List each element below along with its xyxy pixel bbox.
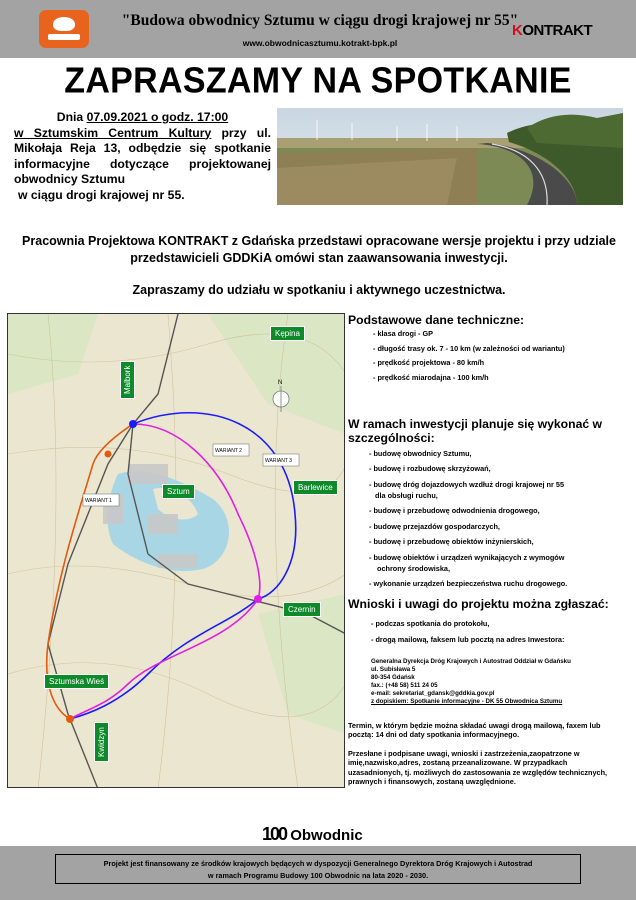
map-label-sztumska-wies: Sztumska Wieś (44, 674, 109, 689)
route-map (7, 313, 345, 788)
remarks-list (371, 619, 633, 644)
svg-text:WARIANT 1: WARIANT 1 (85, 498, 112, 504)
list-item: - budowę i przebudowę odwodnienia drogowego, (369, 506, 540, 515)
announcement-paragraph: Pracownia Projektowa KONTRAKT z Gdańska przedstawi opracowane wersje projektu i przy udziale przedstawicieli GDDKiA omówi stan zaawansowania inwestycji. (22, 234, 616, 265)
tech-heading: Podstawowe dane techniczne: (348, 313, 525, 327)
deadline-note: Termin, w którym będzie można składać uwagi drogą mailową, faxem lub pocztą: 14 dni od daty spotkania informacyjnego. (348, 721, 601, 740)
list-item: dla obsługi ruchu, (375, 490, 438, 500)
list-item: - budowę dróg dojazdowych wzdłuż drogi krajowej nr 55 (369, 479, 565, 489)
map-label-kepina: Kępina (270, 326, 305, 341)
scope-list (369, 449, 633, 589)
scope-heading: W ramach inwestycji planuje się wykonać w szczególności: (348, 416, 602, 445)
map-label-malbork: Malbork (120, 361, 135, 399)
list-item: - budowę obiektów i urządzeń wynikających z wymogów (369, 552, 565, 562)
list-item: - klasa drogi - GP (373, 329, 434, 338)
meeting-date: 07.09.2021 o godz. 17:00 (86, 110, 229, 124)
compass-north: N (278, 380, 283, 386)
list-item: - budowę przejazdów gospodarczych, (369, 521, 500, 531)
website-url[interactable]: www.obwodnicasztumu.kotrakt-bpk.pl (242, 38, 398, 48)
main-title: ZAPRASZAMY NA SPOTKANIE (64, 61, 572, 101)
road-photo (277, 108, 623, 205)
list-item: - długość trasy ok. 7 - 10 km (w zależności od wariantu) (373, 343, 565, 353)
footer-band (0, 846, 636, 900)
project-title: "Budowa obwodnicy Sztumu w ciągu drogi krajowej nr 55" (121, 12, 519, 29)
list-item: - budowę i rozbudowę skrzyżowań, (369, 464, 491, 473)
map-label-sztum: Sztum (162, 484, 195, 499)
info-column (348, 313, 633, 786)
map-label-kwidzyn: Kwidzyn (94, 722, 109, 762)
svg-text:WARIANT 2: WARIANT 2 (215, 448, 242, 454)
tech-list (373, 329, 633, 382)
header-band (0, 0, 636, 58)
investor-email[interactable]: e-mail: sekretariat_gdansk@gddkia.gov.pl (371, 690, 495, 697)
list-item: - prędkość projektowa - 80 km/h (373, 358, 485, 367)
list-item: - drogą mailową, faksem lub pocztą na adres Inwestora: (371, 635, 565, 644)
list-item: - prędkość miarodajna - 100 km/h (373, 372, 489, 382)
map-label-czernin: Czernin (283, 602, 321, 617)
bird-icon (53, 17, 75, 31)
list-item: - budowę i przebudowę obiektów inżynierskich, (369, 537, 534, 546)
list-item: - budowę obwodnicy Sztumu, (369, 448, 472, 458)
list-item: ochrony środowiska, (377, 563, 450, 573)
svg-text:WARIANT 3: WARIANT 3 (265, 458, 292, 464)
list-item: - podczas spotkania do protokołu, (371, 619, 490, 628)
invitation-line: Zapraszamy do udziału w spotkaniu i aktywnego uczestnictwa. (132, 283, 506, 297)
processing-note: Przesłane i podpisane uwagi, wnioski i zastrzeżenia,zaopatrzone w imię,nazwisko,adres, zostaną przeanalizowane. W przypadkach uzasadnionych, tj. możliwych do zastosowania ze względów technicznych, prawnych i finansowych, zostaną uwzględnione. (348, 748, 608, 787)
investor-address: Generalna Dyrekcja Dróg Krajowych i Autostrad Oddział w Gdańsku ul. Subisława 5 80-354 Gdańsk fax.: (+48 58) 511 24 05 e-mail: sekretariat_gdansk@gddkia.gov.pl z dopiskiem: Spotkanie informacyjne - DK 55 Obwodnica Sztumu (371, 658, 633, 706)
meeting-venue: w Sztumskim Centrum Kultury (14, 125, 212, 140)
kontrakt-logo: KONTRAKT (512, 22, 593, 39)
remarks-heading: Wnioski i uwagi do projektu można zgłaszać: (348, 597, 609, 611)
list-item: - wykonanie urządzeń bezpieczeństwa ruchu drogowego. (369, 579, 568, 588)
program-logo: 100 Obwodnic (262, 824, 363, 844)
funding-notice: Projekt jest finansowany ze środków krajowych będących w dyspozycji Generalnego Dyrektora Dróg Krajowych i Autostrad w ramach Programu Budowy 100 Obwodnic na lata 2020 - 2030. (55, 854, 581, 884)
intro-text: Dnia 07.09.2021 o godz. 17:00 w Sztumskim Centrum Kultury przy ul. Mikołaja Reja 13, odbędzie się spotkanie informacyjne dotyczące projektowanej obwodnicy Sztumu w ciągu drogi krajowej nr 55. (14, 110, 271, 202)
company-logo (39, 10, 89, 48)
map-label-barlewice: Barlewice (293, 480, 338, 495)
